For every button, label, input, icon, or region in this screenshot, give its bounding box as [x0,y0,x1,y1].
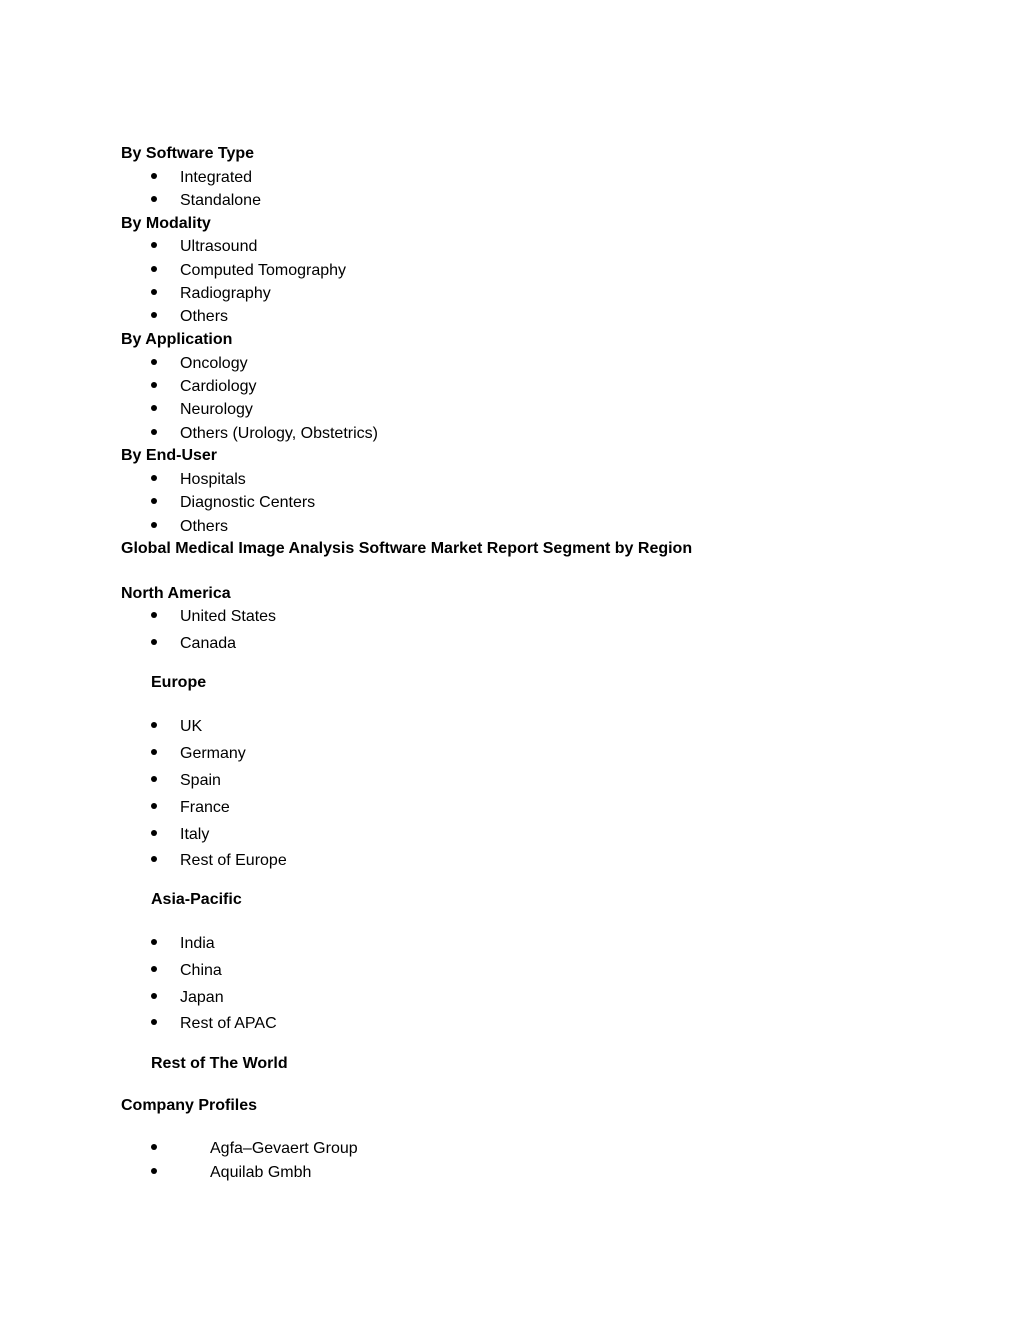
bullet-icon [151,289,157,295]
bullet-icon [151,382,157,388]
bullet-icon [151,939,157,945]
bullet-icon [151,522,157,528]
list-item: Italy [151,825,209,845]
list-item: Ultrasound [151,237,257,257]
list-item: China [151,961,222,981]
segment-heading-modality: By Modality [121,215,211,232]
list-item: Canada [151,634,236,654]
segment-heading-end-user: By End-User [121,447,218,464]
region-heading-rest-of-world: Rest of The World [151,1055,288,1072]
bullet-icon [151,993,157,999]
segment-heading-software-type: By Software Type [121,145,255,162]
bullet-icon [151,1144,157,1150]
bullet-icon [151,429,157,435]
list-item: Others (Urology, Obstetrics) [151,424,378,444]
bullet-icon [151,830,157,836]
bullet-icon [151,173,157,179]
bullet-icon [151,856,157,862]
list-item: Others [151,517,228,537]
list-item: France [151,798,230,818]
company-profiles-heading: Company Profiles [121,1097,258,1114]
bullet-icon [151,1168,157,1174]
bullet-icon [151,312,157,318]
list-item: United States [151,607,276,627]
region-section-title: Global Medical Image Analysis Software Market Report Segment by Region [121,540,693,557]
bullet-icon [151,639,157,645]
list-item: Standalone [151,191,261,211]
list-item: Germany [151,744,246,764]
list-item: Others [151,307,228,327]
list-item: Integrated [151,168,252,188]
segment-heading-application: By Application [121,331,233,348]
region-heading-asia-pacific: Asia-Pacific [151,891,242,908]
list-item: Aquilab Gmbh [151,1163,311,1183]
bullet-icon [151,722,157,728]
list-item: Agfa–Gevaert Group [151,1139,358,1159]
list-item: Rest of APAC [151,1014,277,1034]
region-heading-north-america: North America [121,585,231,602]
list-item: Japan [151,988,224,1008]
bullet-icon [151,498,157,504]
list-item: Rest of Europe [151,851,287,871]
bullet-icon [151,475,157,481]
bullet-icon [151,966,157,972]
list-item: Radiography [151,284,271,304]
list-item: Spain [151,771,221,791]
bullet-icon [151,359,157,365]
list-item: Oncology [151,354,248,374]
list-item: Neurology [151,400,253,420]
bullet-icon [151,803,157,809]
bullet-icon [151,266,157,272]
list-item: UK [151,717,202,737]
list-item: Hospitals [151,470,246,490]
bullet-icon [151,612,157,618]
bullet-icon [151,196,157,202]
list-item: Computed Tomography [151,261,346,281]
bullet-icon [151,1019,157,1025]
list-item: Cardiology [151,377,256,397]
bullet-icon [151,242,157,248]
bullet-icon [151,405,157,411]
bullet-icon [151,776,157,782]
list-item: Diagnostic Centers [151,493,315,513]
list-item: India [151,934,215,954]
bullet-icon [151,749,157,755]
region-heading-europe: Europe [151,674,207,691]
